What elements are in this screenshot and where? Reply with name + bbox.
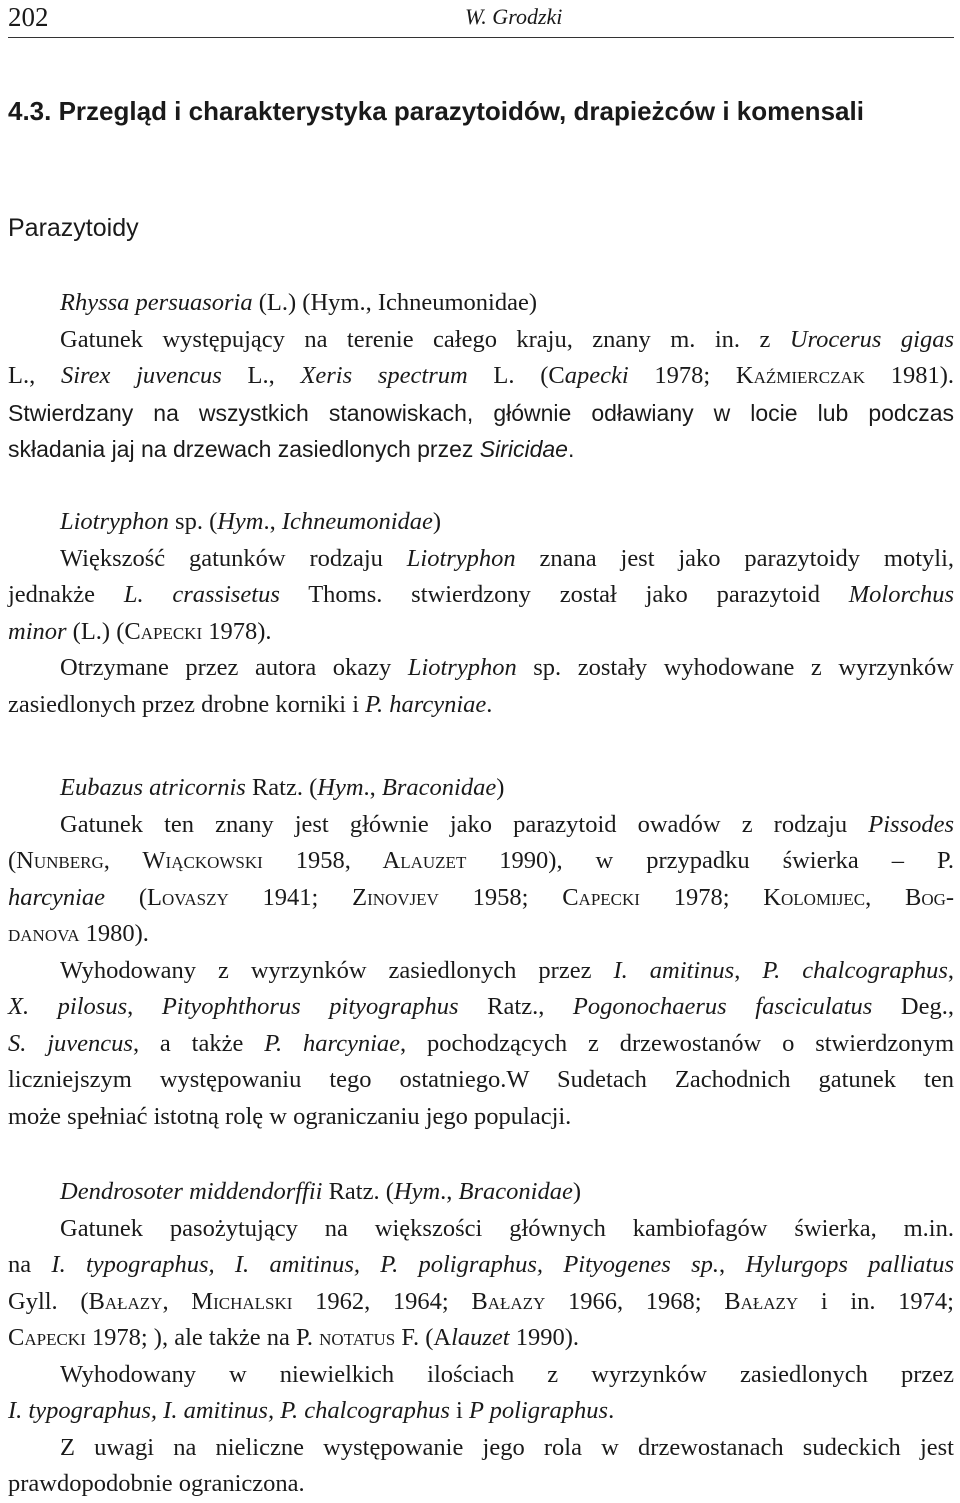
italic-term: S. juvencus (8, 1029, 133, 1057)
text-run: 1978; ), ale także na (85, 1324, 296, 1351)
text-line (8, 1062, 954, 1099)
text-run: na (8, 1251, 52, 1278)
text-run: ., (440, 1178, 459, 1205)
text-run: , (734, 956, 763, 984)
species-heading (8, 285, 954, 322)
author-name: P. notatus (295, 1324, 396, 1351)
text-run: . (567, 436, 575, 462)
text-line (8, 916, 954, 953)
author-name: inovjev (367, 883, 439, 911)
italic-term: I. amitinus (613, 956, 735, 984)
italic-term: apecki (564, 362, 629, 389)
text-line (8, 1099, 954, 1136)
italic-term: L. crassisetus (123, 581, 280, 608)
italic-term: lauzet (451, 1324, 510, 1351)
species-heading (8, 770, 954, 807)
italic-term: Pityophthorus pityographus (161, 993, 459, 1020)
text-run: 1962, 1964; B (292, 1287, 488, 1315)
text-run: ., (363, 774, 382, 801)
italic-term: Liotryphon (407, 654, 517, 681)
text-run: , B (865, 883, 922, 911)
italic-term: Hym (217, 508, 264, 535)
text-line (8, 577, 954, 614)
text-line (8, 989, 954, 1026)
text-run: 1980). (79, 920, 149, 947)
author-name: apecki (578, 883, 640, 911)
text-run: Ichneumonidae (377, 289, 529, 316)
text-run: 1990). (509, 1324, 580, 1351)
text-run: Gatunek pasożytujący na większości głównych kambiofagów świerka, m.in. (60, 1214, 954, 1242)
text-line (8, 1211, 954, 1248)
text-run: składania jaj na drzewach zasiedlonych przez (8, 436, 480, 462)
text-run: C (8, 1324, 25, 1351)
text-run: Ratz. ( (245, 774, 318, 801)
text-run: Thoms. stwierdzony został jako parazytoid (279, 581, 849, 608)
entry-eubazus-atricornis (8, 770, 954, 1135)
text-line (8, 953, 954, 990)
text-line (8, 807, 954, 844)
italic-term: Dendrosoter middendorffii (60, 1178, 323, 1205)
text-run: 1941; Z (228, 883, 368, 911)
author-name: olomijec (781, 883, 866, 911)
italic-term: Ichneumonidae (281, 508, 433, 535)
italic-term: minor (8, 617, 67, 645)
text-line (8, 843, 954, 880)
italic-term: I. typographus, I. amitinus, P. poligraphus, Pityogenes sp. (51, 1251, 720, 1278)
italic-term: Braconidae (381, 774, 497, 801)
author-name: ichalski (213, 1287, 293, 1315)
italic-term: Hym (393, 1178, 441, 1205)
text-run: , a także (132, 1029, 265, 1057)
italic-term: P. chalcographus (762, 956, 948, 984)
text-run: , M (162, 1287, 214, 1315)
text-run: ., (263, 508, 282, 535)
italic-term: Hylurgops palliatus (745, 1251, 955, 1278)
text-line (8, 880, 954, 917)
italic-term: Rhyssa persuasoria (60, 289, 253, 316)
text-line (8, 358, 954, 395)
page-number: 202 (8, 2, 49, 32)
author-name: ałazy (104, 1287, 163, 1315)
italic-term: Urocerus gigas (789, 325, 954, 353)
text-run: 1978; K (628, 362, 754, 389)
text-line (8, 1466, 954, 1503)
text-run: Stwierdzany na wszystkich stanowiskach, głównie odławiany w locie lub podczas (8, 399, 954, 426)
text-run: ) (432, 508, 442, 535)
text-run: znana jest jako parazytoidy motyli, (515, 544, 954, 572)
text-run: i in. 1974; (798, 1287, 954, 1315)
italic-term: Hym (317, 774, 364, 801)
section-heading: 4.3. Przegląd i charakterystyka parazytoidów, drapieżców i komensali (8, 96, 864, 126)
text-run: 1966, 1968; B (545, 1287, 741, 1315)
author-name: iąckowski (165, 847, 263, 874)
text-run: Otrzymane przez autora okazy (60, 654, 408, 681)
italic-term: Liotryphon (406, 544, 516, 572)
text-run: 1978; K (639, 883, 781, 911)
text-run: sp. ( (168, 508, 218, 535)
running-head (8, 0, 952, 40)
species-heading (8, 504, 954, 541)
author-name: aźmierczak (753, 362, 866, 389)
text-run: , (719, 1251, 746, 1278)
italic-term: X. pilosus (8, 993, 128, 1020)
text-run: ) (572, 1178, 582, 1205)
text-run: (L.) ( (252, 289, 311, 316)
text-run: liczniejszym występowaniu tego ostatniego.W Sudetach Zachodnich gatunek ten (8, 1066, 954, 1093)
author-name: danova (8, 920, 80, 947)
author-name: lauzet (400, 847, 467, 874)
text-run: (L.) (C (66, 617, 141, 645)
text-run: , pochodzących z drzewostanów o stwierdzonym (400, 1029, 954, 1057)
italic-term: P. harcyniae (264, 1029, 401, 1057)
text-run: 1958, A (262, 847, 401, 874)
subheading-parazytoidy: Parazytoidy (8, 214, 139, 242)
text-run: 1990), w przypadku świerka – (466, 847, 937, 874)
italic-term: Eubazus atricornis (60, 774, 246, 801)
text-line (8, 1247, 954, 1284)
italic-term: Liotryphon (60, 508, 169, 535)
author-name: apecki (140, 617, 203, 645)
italic-term: Pissodes (868, 810, 954, 838)
text-line (8, 614, 954, 651)
text-run: Z uwagi na nieliczne występowanie jego rola w drzewostanach sudeckich jest (60, 1433, 954, 1461)
text-run: Deg., (872, 993, 955, 1020)
text-run: L., (221, 362, 301, 389)
text-run: jednakże (8, 581, 124, 608)
author-name: P. (936, 847, 955, 874)
italic-term: Molorchus (848, 581, 954, 608)
text-run: Ratz., (458, 993, 573, 1020)
text-run: L. (C (467, 362, 565, 389)
text-line (8, 1357, 954, 1394)
running-head-author: W. Grodzki (465, 4, 563, 29)
text-line (8, 395, 954, 432)
text-line (8, 322, 954, 359)
italic-term: harcyniae (8, 883, 106, 911)
italic-term: P. harcyniae (365, 690, 487, 718)
text-run: , W (103, 847, 166, 874)
text-line (8, 1320, 954, 1357)
author-name: unberg (33, 847, 104, 874)
text-run: Hym (310, 289, 360, 316)
author-name: og- (921, 883, 955, 911)
entry-rhyssa-persuasoria (8, 285, 954, 468)
italic-term: Xeris spectrum (300, 362, 468, 389)
italic-term: Pogonochaerus fasciculatus (572, 993, 873, 1020)
italic-term: Sirex juvencus (60, 362, 222, 389)
text-line (8, 1393, 954, 1430)
text-run: Wyhodowany w niewielkich ilościach z wyrzynków zasiedlonych przez (60, 1360, 954, 1388)
text-run: 1958; C (438, 883, 579, 911)
text-run: Ratz. ( (322, 1178, 394, 1205)
text-run: sp. zostały wyhodowane z wyrzynków (516, 654, 954, 681)
italic-term: Braconidae (458, 1178, 573, 1205)
italic-term: P poligraphus (468, 1397, 609, 1424)
author-name: ovaszy (161, 883, 229, 911)
text-line (8, 1026, 954, 1063)
text-run: ., (359, 289, 378, 316)
text-run: Gyll. (B (8, 1287, 105, 1315)
text-run: F. (A (395, 1324, 452, 1351)
text-run: prawdopodobnie ograniczona. (8, 1470, 305, 1497)
text-run: (L (105, 883, 162, 911)
text-run: Wyhodowany z wyrzynków zasiedlonych przez (60, 956, 614, 984)
text-run: , (127, 993, 162, 1020)
text-run: Większość gatunków rodzaju (60, 544, 407, 572)
text-run: 1978). (202, 617, 272, 645)
text-run: i (449, 1397, 469, 1424)
italic-term: I. typographus, I. amitinus, P. chalcographus (8, 1397, 450, 1424)
text-line (8, 687, 954, 724)
text-line (8, 1430, 954, 1467)
author-name: apecki (24, 1324, 86, 1351)
text-run: . (608, 1397, 615, 1424)
author-name: ałazy (740, 1287, 799, 1315)
text-run: L., (8, 362, 61, 389)
header-rule (8, 37, 954, 38)
text-run: (N (8, 847, 34, 874)
text-run: ) (528, 289, 538, 316)
text-line (8, 431, 954, 468)
text-run: zasiedlonych przez drobne korniki i (8, 690, 366, 718)
author-name: ałazy (487, 1287, 546, 1315)
species-heading (8, 1174, 954, 1211)
entry-liotryphon (8, 504, 954, 723)
italic-term: Siricidae (479, 436, 568, 462)
text-run: , (947, 956, 955, 984)
text-line (8, 541, 954, 578)
text-run: . (486, 690, 493, 718)
entry-dendrosoter-middendorffii (8, 1174, 954, 1503)
text-run: może spełniać istotną rolę w ograniczaniu jego populacji. (8, 1102, 572, 1130)
text-run: 1981). (865, 362, 955, 389)
text-line (8, 1284, 954, 1321)
text-run: Gatunek występujący na terenie całego kraju, znany m. in. z (60, 325, 790, 353)
text-line (8, 650, 954, 687)
text-run: ) (496, 774, 505, 801)
text-run: Gatunek ten znany jest głównie jako parazytoid owadów z rodzaju (60, 810, 869, 838)
